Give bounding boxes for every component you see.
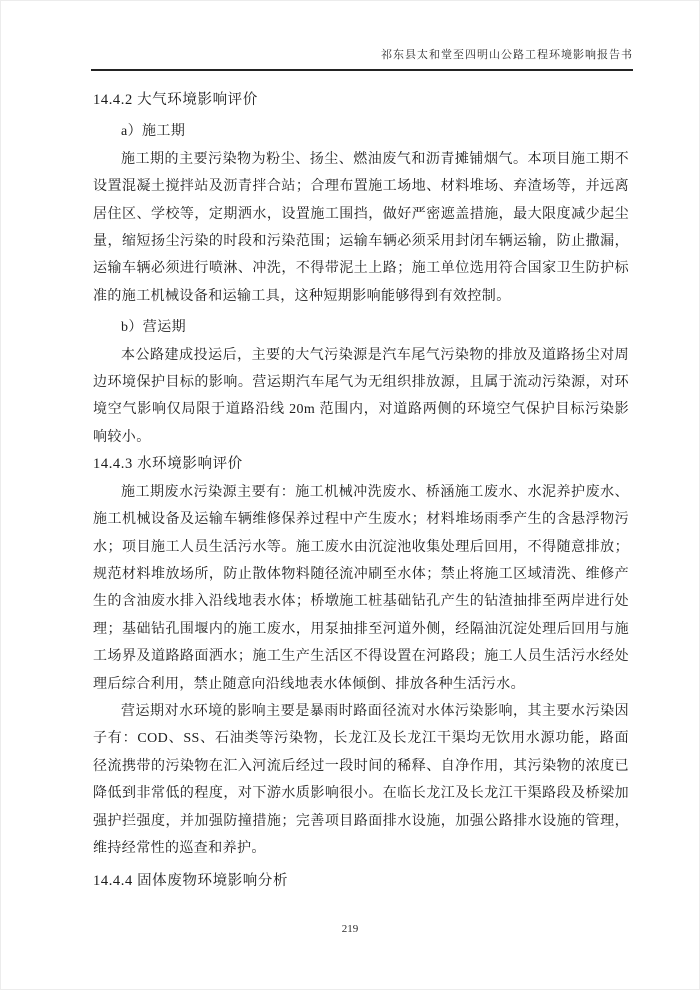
paragraph-operation-air-impact: 本公路建成投运后，主要的大气污染源是汽车尾气污染物的排放及道路扬尘对周边环境保护目标的影响。营运期汽车尾气为无组织排放源，且属于流动污染源，对环境空气影响仅局限于道路沿线 20m 范围内，对道路两侧的环境空气保护目标污染影响较小。 (93, 347, 629, 445)
subsection-heading-b-operation-period: b）营运期 (121, 320, 186, 336)
section-heading-14-4-4: 14.4.4 固体废物环境影响分析 (93, 873, 289, 890)
paragraph-construction-water-impact: 施工期废水污染源主要有：施工机械冲洗废水、桥涵施工废水、水泥养护废水、施工机械设备及运输车辆维修保养过程中产生废水；材料堆场雨季产生的含悬浮物污水；项目施工人员生活污水等。施工废水由沉淀池收集处理后回用，不得随意排放；规范材料堆放场所，防止散体物料随径流冲刷至水体；禁止将施工区域清洗、维修产生的含油废水排入沿线地表水体；桥墩施工桩基础钻孔产生的钻渣抽排至两岸进行处理；基础钻孔围堰内的施工废水，用泵抽排至河道外侧，经隔油沉淀处理后回用与施工场界及道路路面洒水；施工生产生活区不得设置在河路段；施工人员生活污水经处理后综合利用，禁止随意向沿线地表水体倾倒、排放各种生活污水。 (93, 484, 629, 692)
page-header-title: 祁东县太和堂至四明山公路工程环境影响报告书 (91, 48, 633, 71)
subsection-heading-a-construction-period: a）施工期 (121, 124, 186, 140)
section-heading-14-4-2: 14.4.2 大气环境影响评价 (93, 92, 258, 108)
section-heading-14-4-3: 14.4.3 水环境影响评价 (93, 456, 243, 473)
paragraph-operation-water-impact: 营运期对水环境的影响主要是暴雨时路面径流对水体污染影响，其主要水污染因子有：COD、SS、石油类等污染物，长龙江及长龙江干渠均无饮用水源功能，路面径流携带的污染物在汇入河流后经过一段时间的稀释、自净作用，其污染物的浓度已降低到非常低的程度，对下游水质影响很小。在临长龙江及长龙江干渠路段及桥梁加强护拦强度，并加强防撞措施；完善项目路面排水设施，加强公路排水设施的管理，维持经常性的巡查和养护。 (93, 703, 629, 856)
paragraph-construction-air-impact: 施工期的主要污染物为粉尘、扬尘、燃油废气和沥青摊铺烟气。本项目施工期不设置混凝土搅拌站及沥青拌合站；合理布置施工场地、材料堆场、弃渣场等，并远离居住区、学校等，定期洒水，设置施工围挡，做好严密遮盖措施，最大限度减少起尘量，缩短扬尘污染的时段和污染范围；运输车辆必须采用封闭车辆运输，防止撒漏，运输车辆必须进行喷淋、冲洗，不得带泥土上路；施工单位选用符合国家卫生防护标准的施工机械设备和运输工具，这种短期影响能够得到有效控制。 (93, 151, 629, 304)
page-number: 219 (341, 923, 359, 935)
document-body (93, 87, 629, 896)
